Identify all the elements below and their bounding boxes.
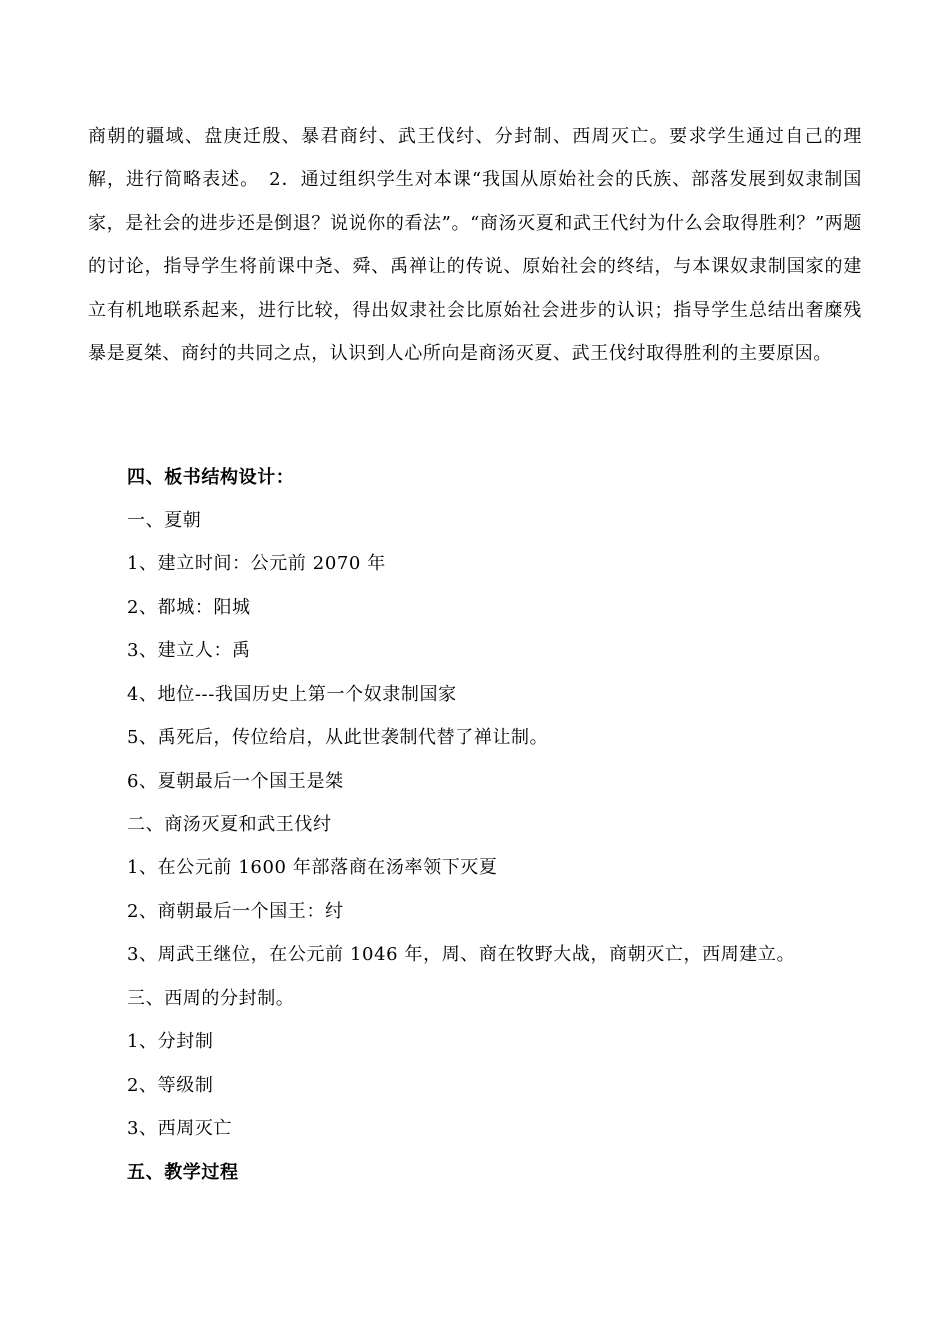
part1-item-1: 1、建立时间：公元前 2070 年: [127, 553, 386, 574]
part1-item-2: 2、都城：阳城: [127, 597, 251, 618]
part2-item-3: 3、周武王继位，在公元前 1046 年，周、商在牧野大战，商朝灭亡，西周建立。: [127, 944, 796, 965]
part1-item-5: 5、禹死后，传位给启，从此世袭制代替了禅让制。: [127, 727, 549, 748]
part1-title: 一、夏朝: [127, 510, 202, 531]
intro-paragraph: 商朝的疆域、盘庚迁殷、暴君商纣、武王伐纣、分封制、西周灭亡。要求学生通过自己的理解，进行简略表述。 2．通过组织学生对本课“我国从原始社会的氏族、部落发展到奴隶制国家，是社会的进步还是倒退？说说你的看法”。“商汤灭夏和武王代纣为什么会取得胜利？”两题的讨论，指导学生将前课中尧、舜、禹禅让的传说、原始社会的终结，与本课奴隶制国家的建立有机地联系起来，进行比较，得出奴隶社会比原始社会进步的认识；指导学生总结出奢糜残暴是夏桀、商纣的共同之点，认识到人心所向是商汤灭夏、武王伐纣取得胜利的主要原因。: [88, 126, 862, 365]
part1-item-6: 6、夏朝最后一个国王是桀: [127, 771, 344, 792]
part3-item-1: 1、分封制: [127, 1031, 214, 1052]
section4-heading: 四、板书结构设计：: [127, 467, 295, 488]
part1-item-3: 3、建立人：禹: [127, 640, 251, 661]
section5-heading: 五、教学过程: [127, 1162, 239, 1183]
part2-title: 二、商汤灭夏和武王伐纣: [127, 814, 332, 835]
part3-title: 三、西周的分封制。: [127, 988, 295, 1009]
part2-item-2: 2、商朝最后一个国王：纣: [127, 901, 344, 922]
part2-item-1: 1、在公元前 1600 年部落商在汤率领下灭夏: [127, 857, 498, 878]
part1-item-4: 4、地位---我国历史上第一个奴隶制国家: [127, 684, 457, 705]
part3-item-3: 3、西周灭亡: [127, 1118, 233, 1139]
part3-item-2: 2、等级制: [127, 1075, 214, 1096]
